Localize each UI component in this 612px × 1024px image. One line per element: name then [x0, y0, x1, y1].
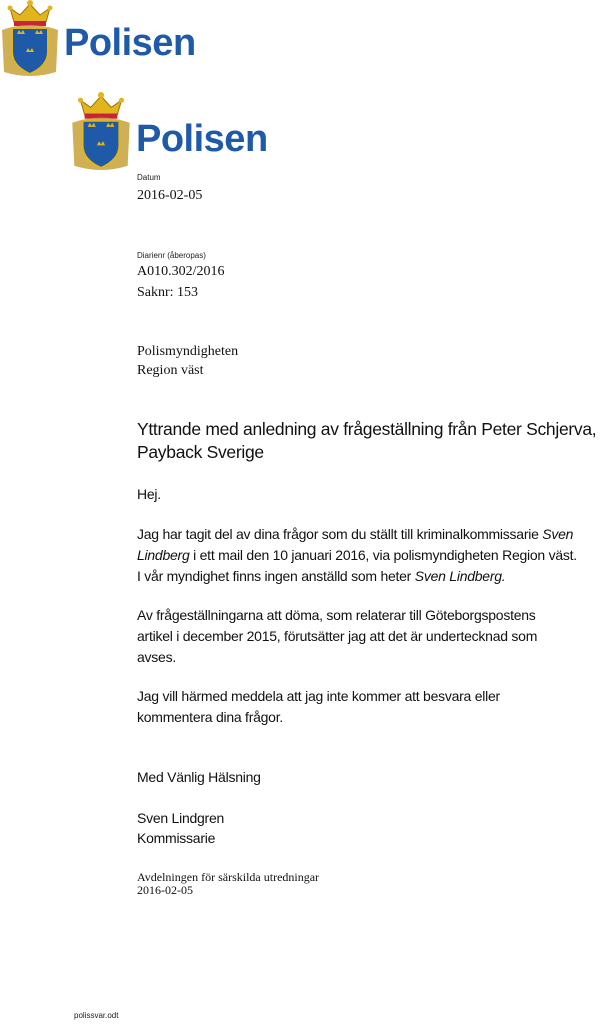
- para2-line: Av frågeställningarna att döma, som relaterar till Göteborgspostens: [137, 607, 536, 623]
- para1-text: Jag har tagit del av dina frågor som du ställt till kriminalkommissarie: [137, 526, 543, 542]
- polisen-logo-top: [0, 0, 196, 78]
- diarie-label: Diarienr (åberopas): [137, 251, 206, 260]
- footer-unit: Avdelningen för särskilda utredningar: [137, 870, 320, 884]
- para1-name: Sven Lindberg.: [414, 568, 506, 584]
- polisen-wordmark: Polisen: [136, 117, 268, 160]
- para2-line: artikel i december 2015, förutsätter jag att det är undertecknad som: [137, 628, 538, 644]
- recipient-line-2: Region väst: [137, 363, 204, 378]
- polisen-logo-letterhead: [70, 92, 268, 172]
- para3-line: kommentera dina frågor.: [137, 709, 283, 725]
- saknr: Saknr: 153: [137, 285, 199, 300]
- para1-text: i ett mail den 10 januari 2016, via polismyndigheten Region väst.: [189, 547, 577, 563]
- greeting: Hej.: [137, 486, 161, 502]
- signature-title: Kommissarie: [137, 830, 216, 846]
- datum-value: 2016-02-05: [137, 188, 203, 203]
- diarie-number: A010.302/2016: [137, 264, 225, 279]
- para3-line: Jag vill härmed meddela att jag inte kommer att besvara eller: [137, 688, 500, 704]
- closing: Med Vänlig Hälsning: [137, 769, 261, 785]
- paragraph-2: [137, 605, 537, 668]
- para1-name: Lindberg: [137, 547, 190, 563]
- subject-line-1: Yttrande med anledning av frågeställning från Peter Schjerva,: [137, 419, 597, 439]
- subject-heading: [137, 418, 607, 464]
- para1-name: Sven: [542, 526, 574, 542]
- paragraph-3: [137, 686, 500, 728]
- para2-line: avses.: [137, 649, 176, 665]
- police-emblem-icon: [70, 92, 132, 172]
- subject-line-2: Payback Sverige: [137, 442, 264, 462]
- signature-name: Sven Lindgren: [137, 810, 225, 826]
- police-emblem-icon: [0, 0, 60, 78]
- footer-date: 2016-02-05: [137, 883, 193, 897]
- para1-text: I vår myndighet finns ingen anställd som heter: [137, 568, 415, 584]
- document-filename: polissvar.odt: [74, 1011, 119, 1020]
- datum-label: Datum: [137, 173, 161, 182]
- paragraph-1: [137, 524, 612, 587]
- polisen-wordmark: Polisen: [64, 21, 196, 64]
- recipient-line-1: Polismyndigheten: [137, 344, 239, 359]
